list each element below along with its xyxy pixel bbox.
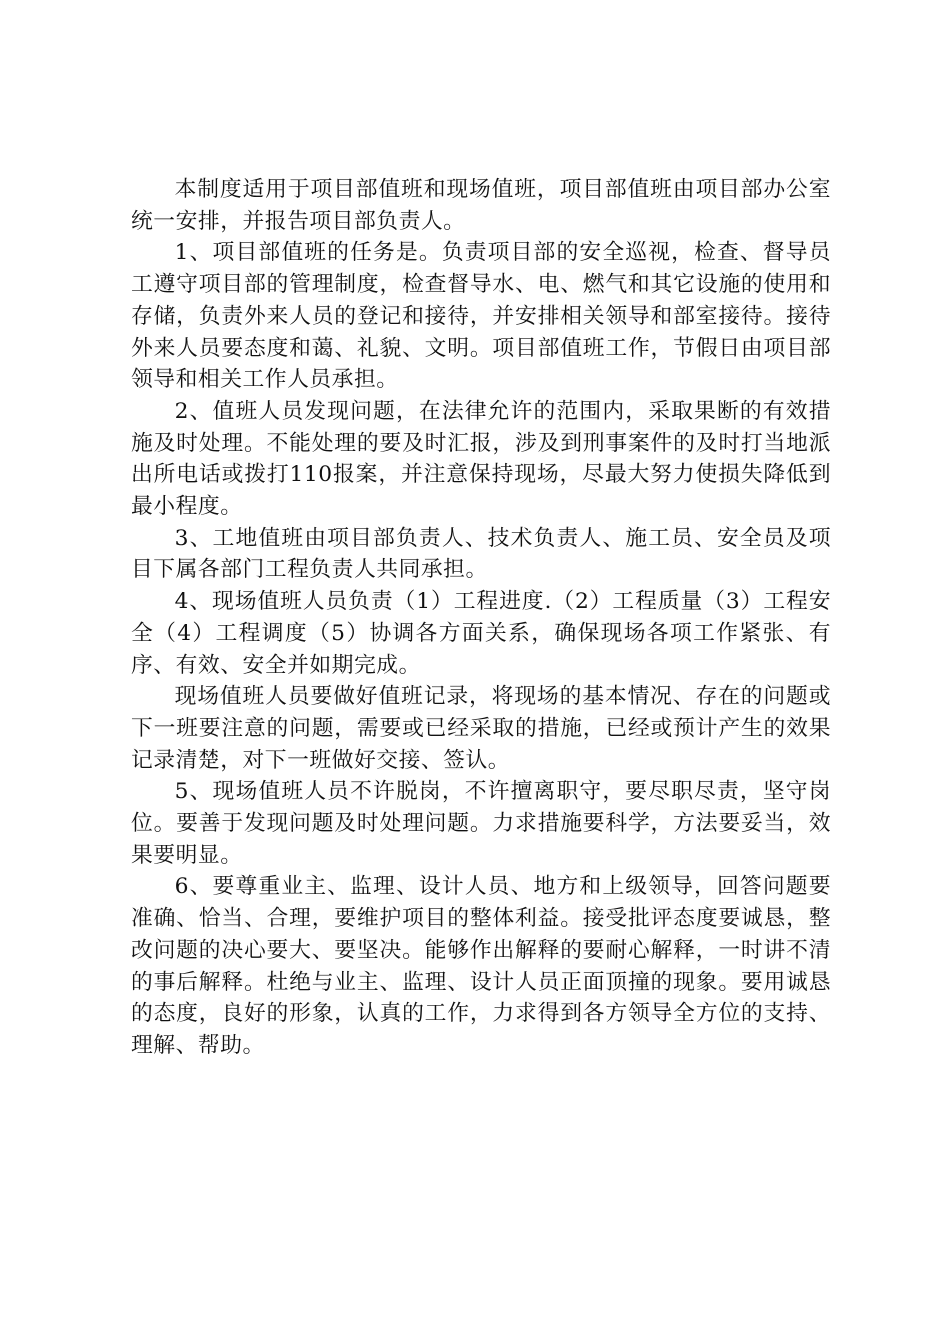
paragraph-item-1: 1、项目部值班的任务是。负责项目部的安全巡视，检查、督导员工遵守项目部的管理制度，检查督导水、电、燃气和其它设施的使用和存储，负责外来人员的登记和接待，并安排相关领导和部室接待。接待外来人员要态度和蔼、礼貌、文明。项目部值班工作，节假日由项目部领导和相关工作人员承担。 [131,240,831,393]
paragraph-item-3: 3、工地值班由项目部负责人、技术负责人、施工员、安全员及项目下属各部门工程负责人共同承担。 [131,525,831,583]
paragraph-item-4: 4、现场值班人员负责（1）工程进度.（2）工程质量（3）工程安全（4）工程调度（5）协调各方面关系，确保现场各项工作紧张、有序、有效、安全并如期完成。 [131,589,831,678]
paragraph-duty-record: 现场值班人员要做好值班记录，将现场的基本情况、存在的问题或下一班要注意的问题，需要或已经采取的措施，已经或预计产生的效果记录清楚，对下一班做好交接、签认。 [131,684,831,773]
paragraph-item-2: 2、值班人员发现问题，在法律允许的范围内，采取果断的有效措施及时处理。不能处理的要及时汇报，涉及到刑事案件的及时打当地派出所电话或拨打110报案，并注意保持现场，尽最大努力使损失降低到最小程度。 [131,398,831,520]
document-body [131,174,831,1062]
paragraph-scope: 本制度适用于项目部值班和现场值班，项目部值班由项目部办公室统一安排，并报告项目部负责人。 [131,177,831,234]
paragraph-item-6: 6、要尊重业主、监理、设计人员、地方和上级领导，回答问题要准确、恰当、合理，要维护项目的整体利益。接受批评态度要诚恳，整改问题的决心要大、要坚决。能够作出解释的要耐心解释，一时讲不清的事后解释。杜绝与业主、监理、设计人员正面顶撞的现象。要用诚恳的态度，良好的形象，认真的工作，力求得到各方领导全方位的支持、理解、帮助。 [131,874,831,1058]
paragraph-item-5: 5、现场值班人员不许脱岗，不许擅离职守，要尽职尽责，坚守岗位。要善于发现问题及时处理问题。力求措施要科学，方法要妥当，效果要明显。 [131,779,831,868]
